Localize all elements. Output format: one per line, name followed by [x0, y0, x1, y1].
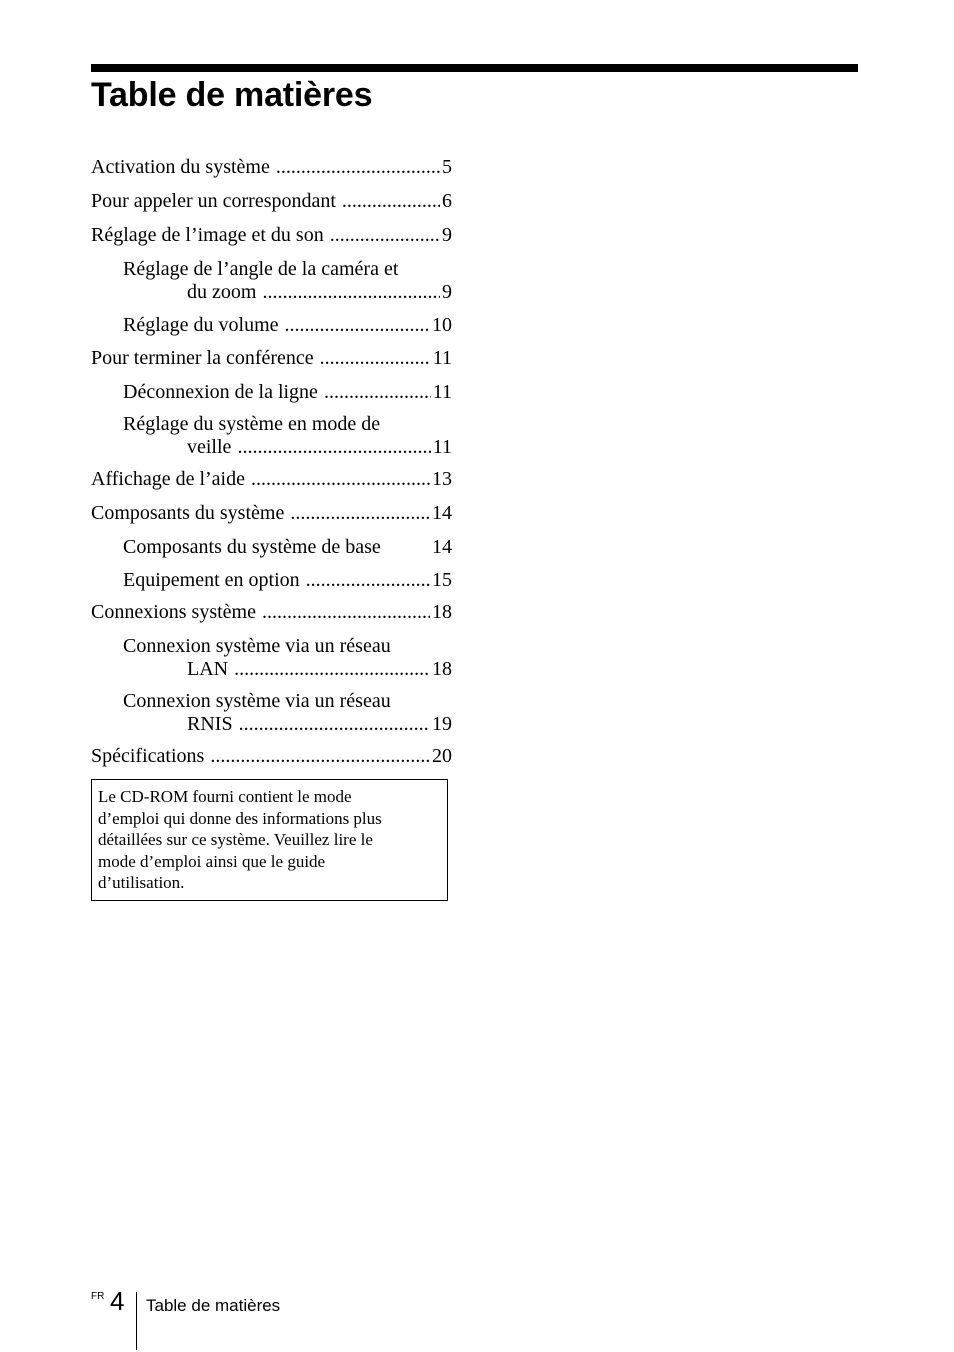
toc-entry-text-continued: RNIS	[187, 713, 233, 735]
toc-entry-text: Affichage de l’aide	[91, 468, 245, 490]
toc-entry-text: Composants du système de base	[123, 536, 381, 558]
note-line: d’emploi qui donne des informations plus	[98, 808, 382, 828]
toc-leader-dots	[262, 601, 430, 624]
toc-entry-page: 15	[432, 569, 452, 591]
toc-entry-page: 9	[442, 224, 452, 246]
toc-entry-page: 5	[442, 156, 452, 178]
toc-entry-text-continued: veille	[187, 436, 232, 458]
toc-entry-text: Activation du système	[91, 156, 270, 178]
toc-entry-page: 11	[432, 436, 452, 458]
toc-entry[interactable]	[91, 468, 452, 491]
toc-entry-page: 11	[432, 347, 452, 369]
toc-entry[interactable]	[91, 690, 452, 736]
toc-entry-text: Réglage du volume	[123, 314, 279, 336]
toc-entry-text-continued: LAN	[187, 658, 229, 680]
toc-entry[interactable]	[91, 314, 452, 337]
toc-leader-dots	[330, 224, 440, 247]
toc-leader-dots	[210, 745, 430, 768]
top-rule	[91, 64, 858, 72]
toc-entry-text: Réglage de l’image et du son	[91, 224, 324, 246]
toc-entry-page: 6	[442, 190, 452, 212]
footer-divider	[136, 1292, 137, 1350]
note-line: mode d’emploi ainsi que le guide	[98, 851, 326, 871]
toc-entry-page: 13	[432, 468, 452, 490]
toc-entry[interactable]	[91, 156, 452, 179]
toc-leader-dots	[262, 281, 440, 304]
footer-section-title: Table de matières	[146, 1296, 281, 1315]
toc-entry[interactable]	[91, 745, 452, 768]
toc-leader-dots	[285, 314, 430, 337]
toc-entry-text: Connexion système via un réseau	[123, 690, 391, 712]
toc-entry-page: 20	[432, 745, 452, 767]
toc-leader-dots	[342, 190, 440, 213]
toc-entry-text: Equipement en option	[123, 569, 300, 591]
toc-entry-text: Connexions système	[91, 601, 256, 623]
toc-leader-dots	[239, 713, 430, 736]
note-line: Le CD-ROM fourni contient le mode	[98, 787, 352, 806]
cd-rom-note-box	[91, 779, 448, 901]
toc-entry-text-continued: du zoom	[187, 281, 257, 303]
toc-entry[interactable]	[91, 381, 452, 404]
toc-leader-dots	[320, 347, 431, 370]
note-line: d’utilisation.	[98, 873, 185, 892]
toc-entry-page: 18	[432, 658, 452, 680]
toc-entry-page: 14	[432, 536, 452, 558]
toc-entry[interactable]	[91, 190, 452, 213]
toc-entry-page: 18	[432, 601, 452, 623]
toc-entry[interactable]	[91, 347, 452, 370]
toc-leader-dots	[251, 468, 430, 491]
toc-entry-text: Connexion système via un réseau	[123, 635, 391, 657]
toc-leader-dots	[290, 502, 430, 525]
toc-entry-text: Pour appeler un correspondant	[91, 190, 336, 212]
toc-leader-dots	[276, 156, 440, 179]
toc-entry-page: 14	[432, 502, 452, 524]
toc-entry[interactable]	[91, 601, 452, 624]
toc-entry[interactable]	[91, 569, 452, 592]
toc-entry-text: Déconnexion de la ligne	[123, 381, 318, 403]
toc-entry[interactable]	[91, 502, 452, 525]
toc-entry[interactable]	[91, 258, 452, 304]
toc-leader-dots	[324, 381, 431, 404]
toc-entry-text: Pour terminer la conférence	[91, 347, 314, 369]
toc-entry[interactable]	[91, 413, 452, 459]
footer-language-code: FR	[91, 1291, 105, 1302]
toc-leader-dots	[237, 436, 430, 459]
toc-entry-page: 10	[432, 314, 452, 336]
toc-entry-text: Composants du système	[91, 502, 285, 524]
footer-page-number: 4	[110, 1286, 125, 1316]
toc-entry[interactable]	[91, 536, 452, 559]
toc-entry-page: 19	[432, 713, 452, 735]
table-of-contents	[91, 152, 452, 768]
note-line: détaillées sur ce système. Veuillez lire le	[98, 830, 373, 849]
toc-entry-page: 11	[432, 381, 452, 403]
toc-leader-dots	[234, 658, 430, 681]
toc-entry-text: Réglage du système en mode de	[123, 413, 381, 435]
toc-entry-text: Spécifications	[91, 745, 205, 767]
toc-leader-dots	[306, 569, 430, 592]
page-title: Table de matières	[91, 76, 373, 114]
toc-entry-text: Réglage de l’angle de la caméra et	[123, 258, 399, 280]
toc-entry[interactable]	[91, 224, 452, 247]
toc-entry-page: 9	[442, 281, 452, 303]
toc-entry[interactable]	[91, 635, 452, 681]
